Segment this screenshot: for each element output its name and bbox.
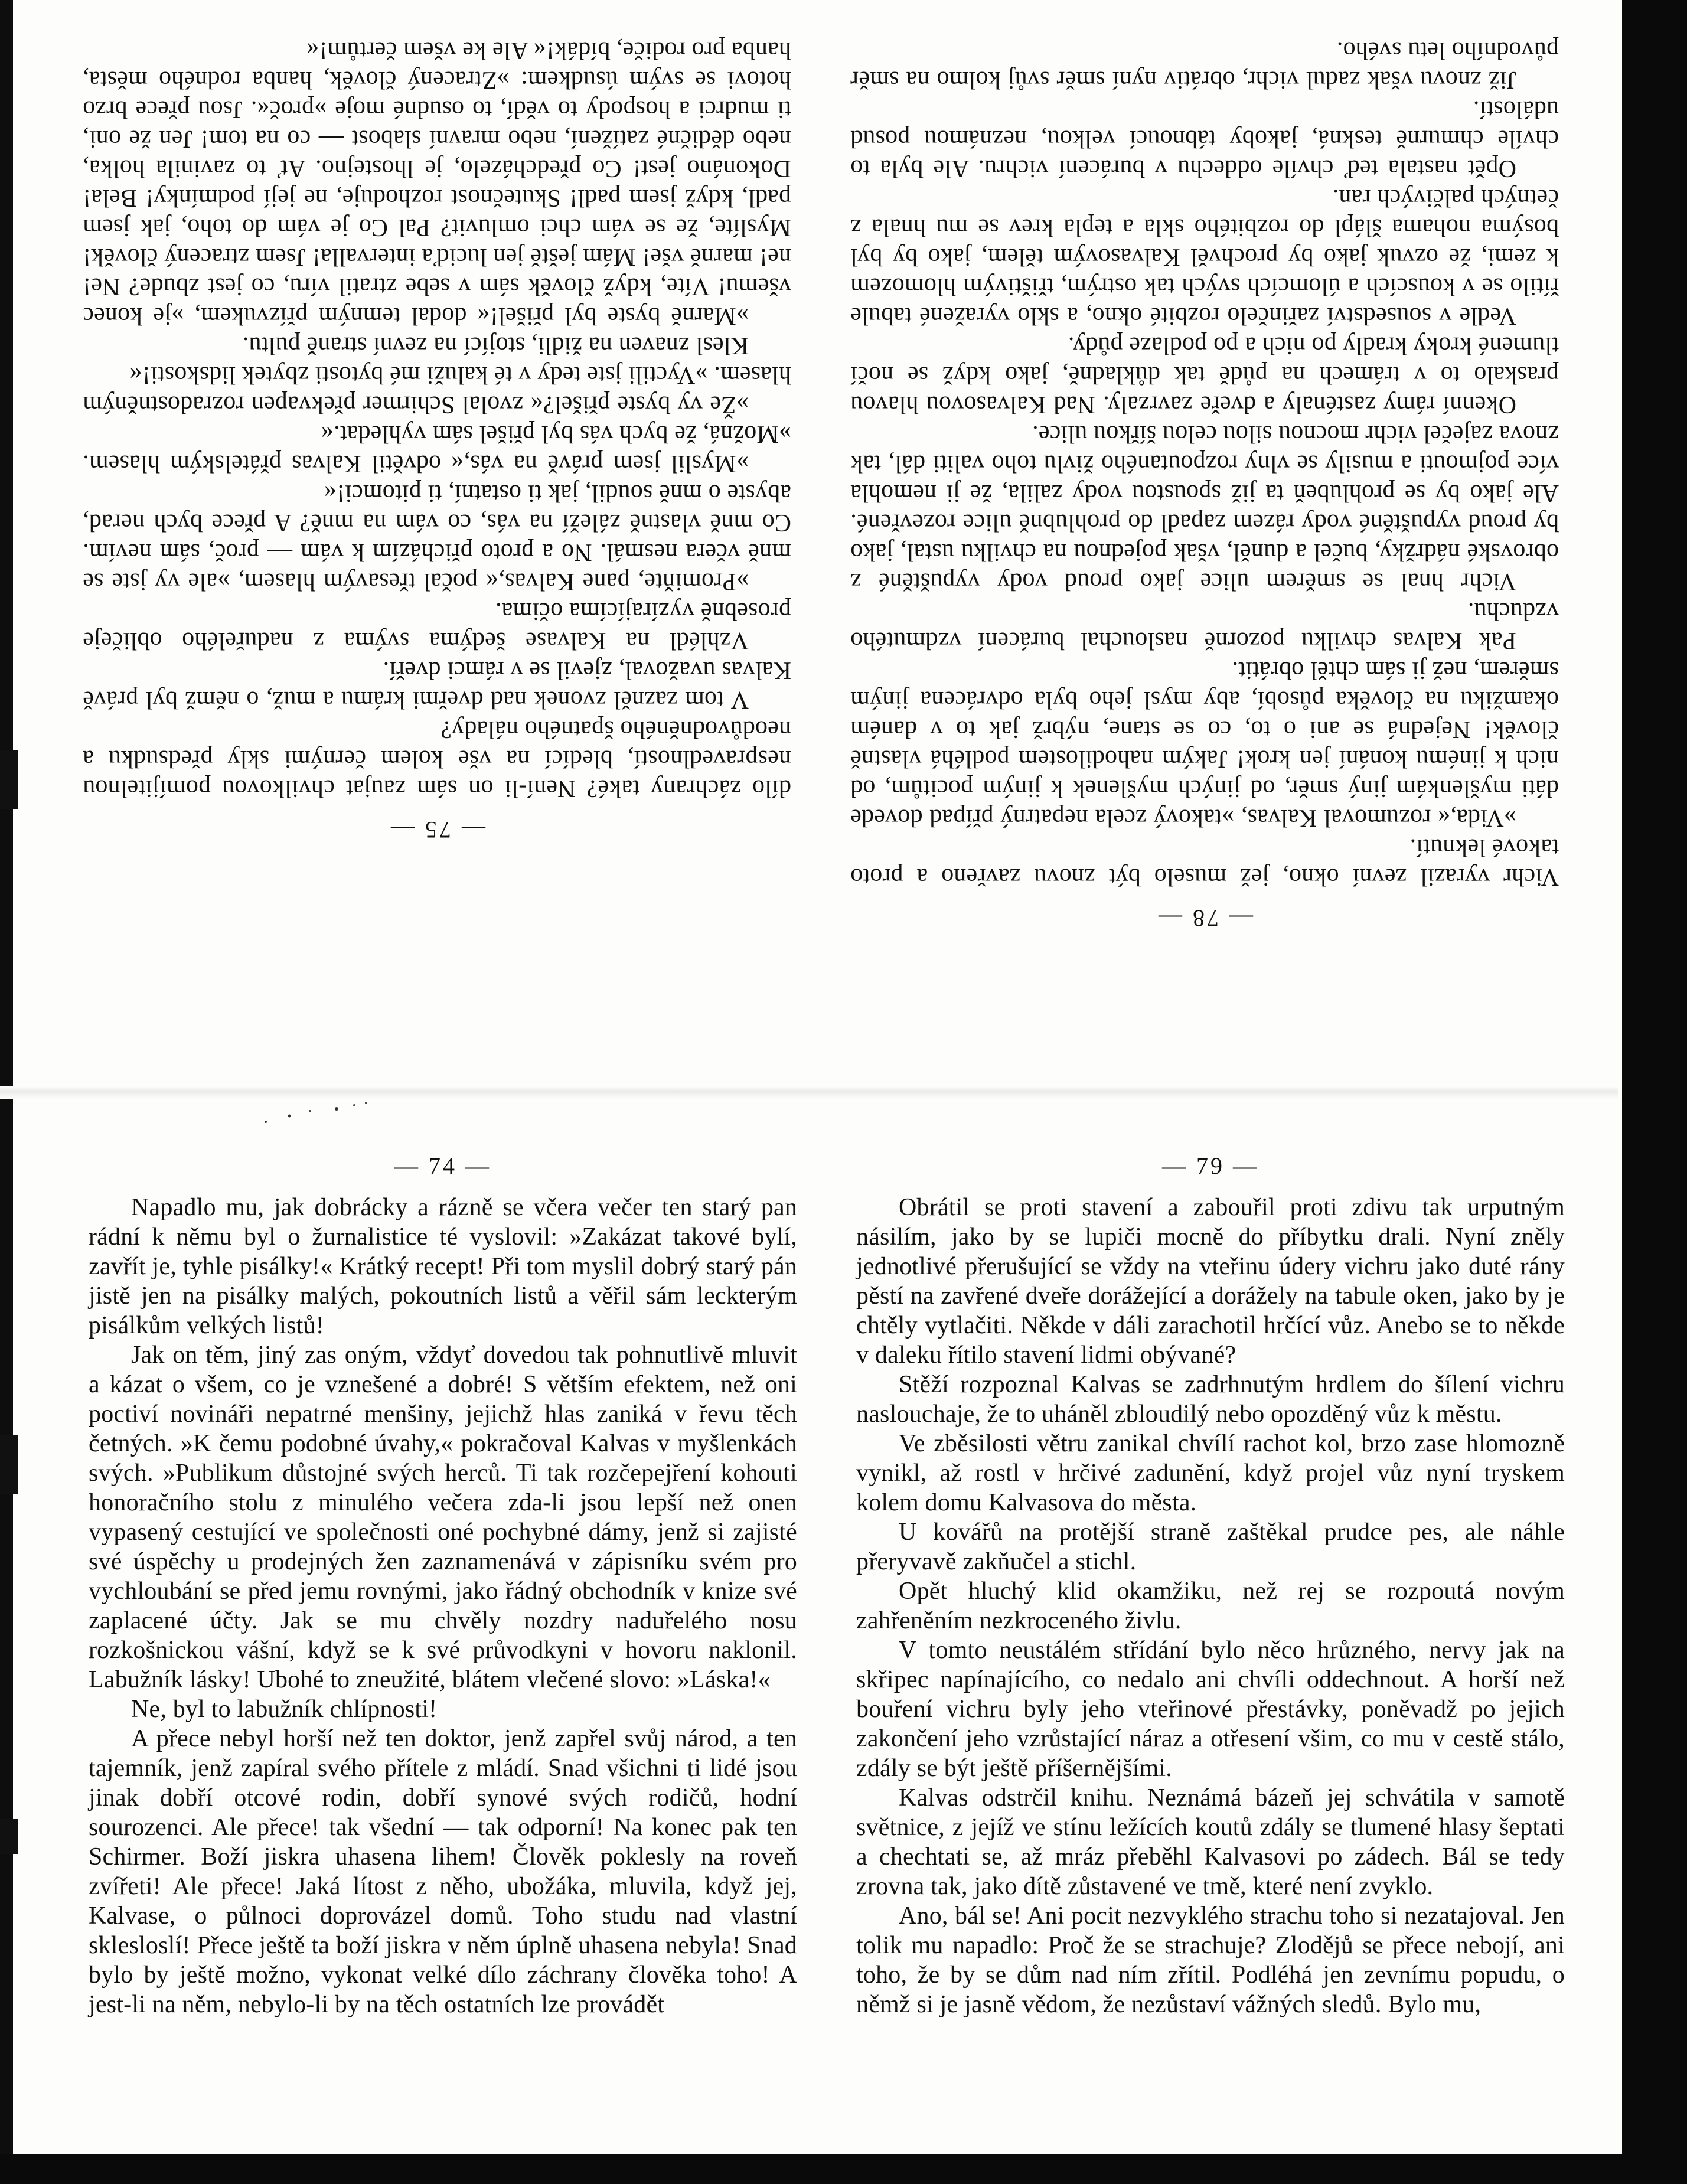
paragraph: Opět hluchý klid okamžiku, než rej se rozpoutá novým zahřeněním nezkroceného živlu. [856,1578,1565,1634]
paragraph: dílo záchrany také? Není-li on sám zaujat chvilkovou pomíjitelnou nespravedlností, bledící na vše kolem černými skly předsudku a neodůvodněného špatného nálady? [83,716,791,802]
scan-border-bottom [0,2154,1687,2184]
paragraph: Napadlo mu, jak dobrácky a rázně se včera večer ten starý pan rádní k němu byl o žurnalistice té vyslovil: »Zakázat takové bylí, zavřít je, tyhle pisálky!« Krátký recept! Při tom myslil dobrý starý pán jistě jen na pisálky malých, pokoutních listů a věřil sám leckterým pisálkům velkých listů! [89,1194,797,1339]
paragraph: Již znovu však zadul vichr, obrátiv nyní směr svůj kolmo na směr původního letu svého. [850,37,1559,93]
scan-border-right [1622,0,1687,2184]
page-number: — 79 — [1162,1153,1259,1179]
paragraph: »Že vy byste přišel?« zvolal Schirmer překvapen rozradostněným hlasem. »Vyctili jste tedy v té kaluži mé bytosti zbytek lidskosti!« [83,361,791,418]
paragraph: Vichr vyrazil zevní okno, jež muselo být znovu zavřeno a proto takové leknutí. [850,834,1559,890]
scan-mark [0,1435,18,1494]
paragraph: Ano, bál se! Ani pocit nezvyklého strachu toho si nezatajoval. Jen tolik mu napadlo: Proč že se strachuje? Zlodějů se přece nebojí, ani toho, že by se dům nad ním zřítil. Podléhá jen zevnímu popudu, o němž si je jasně vědom, že nezůstaví vážných sledů. Bylo mu, [856,1902,1565,2018]
scan-mark [0,1819,18,1854]
paragraph: Stěží rozpoznal Kalvas se zadrhnutým hrdlem do šílení vichru naslouchaje, že to uháněl zbloudilý nebo opozděný vůz k městu. [856,1371,1565,1428]
scan-mark [0,750,18,809]
paragraph: »Promiňte, pane Kalvas,« počal třesavým hlasem, »ale vy jste se mně včera nesmál. No a proto přicházím k vám — proč, sám nevím. Co mně vlastně záleží na vás, co vám na mně? A přece bych nerad, abyste o mně soudil, jak ti ostatní, ti pitomci!« [83,479,791,595]
paragraph: »Marně byste byl přišel!« dodal temným přízvukem, »je konec všemu! Víte, když člověk sám v sebe ztratil víru, co jest zbude? Ne! ne! marně vše! Mám ještě jen luciďa intervalla! Jsem ztracený člověk! Myslíte, že se vám chci omluvit? Pal Co je vám do toho, jak jsem padl, když jsem padl! Skutečnost rozhoduje, ne její podmínky! Bela! Dokonáno jest! Co předcházelo, je lhostejno. Ať to zavinila holka, nebo dědičné zatížení, nebo mravní slabost — co na tom! Jen že oni, ti mudrci a hospody to vědí, to osudné moje »proč«. Jsou přece brzo hotovi se svým úsudkem: »Ztracený člověk, hanba rodného města, hanba pro rodiče, bídák!« Ale ke všem čertům!« [83,37,791,329]
paragraph: Vzhlédl na Kalvase šedýma svýma z naduřelého obličeje prosebně vyzírajícíma očima. [83,598,791,654]
paragraph: A přece nebyl horší než ten doktor, jenž zapřel svůj národ, a ten tajemník, jenž zapíral svého přítele z mládí. Snad všichni ti lidé jsou jinak dobří otcové rodin, dobří synové svých rodičů, hodní sourozenci. Ale přece! tak všední — tak odporní! Na konec pak ten Schirmer. Boží jiskra uhasena lihem! Člověk poklesly na roveň zvířeti! Ale přece! Jaká lítost z něho, ubožáka, mluvila, když jej, Kalvase, o půlnoci doprovázel domů. Toho studu nad vlastní sklesloslí! Přece ještě ta boží jiskra v něm úplně uhasena nebyla! Snad bylo by ještě možno, vykonat velké dílo záchrany člověka toho! A jest-li na něm, nebylo-li by na těch ostatních lze provádět [89,1725,797,2018]
page-79 [856,1151,1565,2019]
paragraph: Vichr hnal se směrem ulice jako proud vody vypuštěné z obrovské nádržky, bučel a duněl, však pojednou na chvilku ustal, jako by proud vypuštěné vody rázem zapadl do prohlubně ulice rozevřené. Ale jako by se prohlubeň ta již spoustou vody zalila, že ji nemohla více pojmouti a musily se vlny rozpoutaného živlu toho valiti dál, tak znova zaječel vichr mocnou silou celou šířkou ulice. [850,420,1559,595]
page-fold [0,1086,1618,1099]
page-74 [89,1151,797,2019]
page-number: — 75 — [389,817,485,843]
paragraph: »Myslil jsem právě na vás,« odvětil Kalvas přátelským hlasem. »Možná, že bych vás byl přišel sám vyhledat.« [83,420,791,477]
paragraph: Obrátil se proti stavení a zabouřil proti zdivu tak urputným násilím, jako by se lupiči mocně do příbytku drali. Nyní zněly jednotlivé přerušující se vždy na vteřinu údery vichru jako duté rány pěstí na zavřené dveře dorážející a dorážely na tabule oken, jako by je chtěly vytlačiti. Někde v dáli zarachotil hrčící vůz. Anebo se to někde v daleku řítilo stavení lidmi obývané? [856,1194,1565,1369]
page-78 [850,35,1559,933]
paragraph: Vedle v sousedství zařinčelo rozbité okno, a sklo vyražené tabule řítilo se v kouscích a úlomcích svých tak ostrým, třištivým hlomozem k zemi, že ozvuk jako by prochvěl Kalvasovým tělem, jako by byl bosýma nohama šlápl do rozbitého skla a tepla krev se mu hnala z četných palčivých ran. [850,184,1559,329]
paragraph: Kalvas odstrčil knihu. Neznámá bázeň jej schvátila v samotě světnice, z jejíž ve stínu ležících koutů zdály se tlumené hlasy šeptati a chechtati se, až mráz přeběhl Kalvasovi po zádech. Bál se tedy zrovna tak, jako dítě zůstavené ve tmě, které není zvyklo. [856,1784,1565,1900]
paragraph: V tom zazněl zvonek nad dveřmi krámu a muž, o němž byl právě Kalvas uvažoval, zjevil se v rámci dveří. [83,657,791,713]
page-number: — 78 — [1156,905,1253,932]
paragraph: U kovářů na protější straně zaštěkal prudce pes, ale náhle přeryvavě zakňučel a stichl. [856,1519,1565,1575]
paragraph: Ve zběsilosti větru zanikal chvílí rachot kol, brzo zase hlomozně vynikl, až rostl v hrčivé zadunění, když projel vůz nyní tryskem kolem domu Kalvasova do města. [856,1430,1565,1516]
paragraph: V tomto neustálém střídání bylo něco hrůzného, nervy jak na skřipec napínajícího, co nedalo ani chvíli oddechnout. A horší než bouření vichru byly jeho vteřinové přestávky, poněvadž po jejich zakončení jeho vzrůstající náraz a otřesení všim, co mu v cestě stálo, zdály se být ještě příšernějšími. [856,1637,1565,1782]
paragraph: Pak Kalvas chvilku pozorně naslouchal burácení vzdmutého vzduchu. [850,598,1559,654]
paragraph: Okenní rámy zasténaly a dveře zavrzaly. Nad Kalvasovou hlavou praskalo to v trámech na půdě tak důkladně, jako když se nočí tlumené kroky kradly po nich a po podlaze půdy. [850,332,1559,418]
page-75 [83,35,791,844]
page-number: — 74 — [394,1153,491,1179]
paragraph: Jak on těm, jiný zas oným, vždyť dovedou tak pohnutlivě mluvit a kázat o všem, co je vznešené a dobré! S větším efektem, než oni poctiví novináři nepatrné menšiny, jejichž hlas zaniká v řevu těch četných. »K čemu podobné úvahy,« pokračoval Kalvas v myšlenkách svých. »Publikum důstojné svých herců. Ti tak rozčepejření kohouti honoračního stolu z minulého večera zda-li jsou lepší než onen vypasený cestující ve společnosti oné pochybné dámy, jenž si zajisté své úspěchy u prodejných žen zaznamenává v zápisníku svém pro vychloubání se před jemu rovnými, jako řádný obchodník v knize své zaplacené účty. Jak se mu chvěly nozdry naduřelého nosu rozkošnickou vášní, když se k své průvodkyni v hovoru naklonil. Labužník lásky! Ubohé to zneužité, blátem vlečené slovo: »Láska!« [89,1341,797,1693]
paragraph: Klesl znaven na židli, stojící na zevní straně pultu. [242,332,749,359]
paragraph: »Vida,« rozumoval Kalvas, »takový zcela nepatrný případ dovede dáti myšlenkám jiný směr, od jiných myšlenek k jiným pocitům, od nich k jinému konání jen krok! Jakým nahodilostem podléhá vlastně člověk! Nejedná se ani o to, co se stane, nýbrž jak to v daném okamžiku na člověka působí, aby mysl jeho byla odvrácena jiným směrem, než ji sám chtěl obrátit. [850,657,1559,831]
paragraph: Opět nastala teď chvíle oddechu v burácení vichru. Ale byla to chvíle chmurně teskná, jakoby tábnoucí velkou, neznámou posud událostí. [850,96,1559,182]
ink-specks [254,1098,407,1134]
paragraph: Ne, byl to labužník chlípnosti! [131,1696,438,1723]
